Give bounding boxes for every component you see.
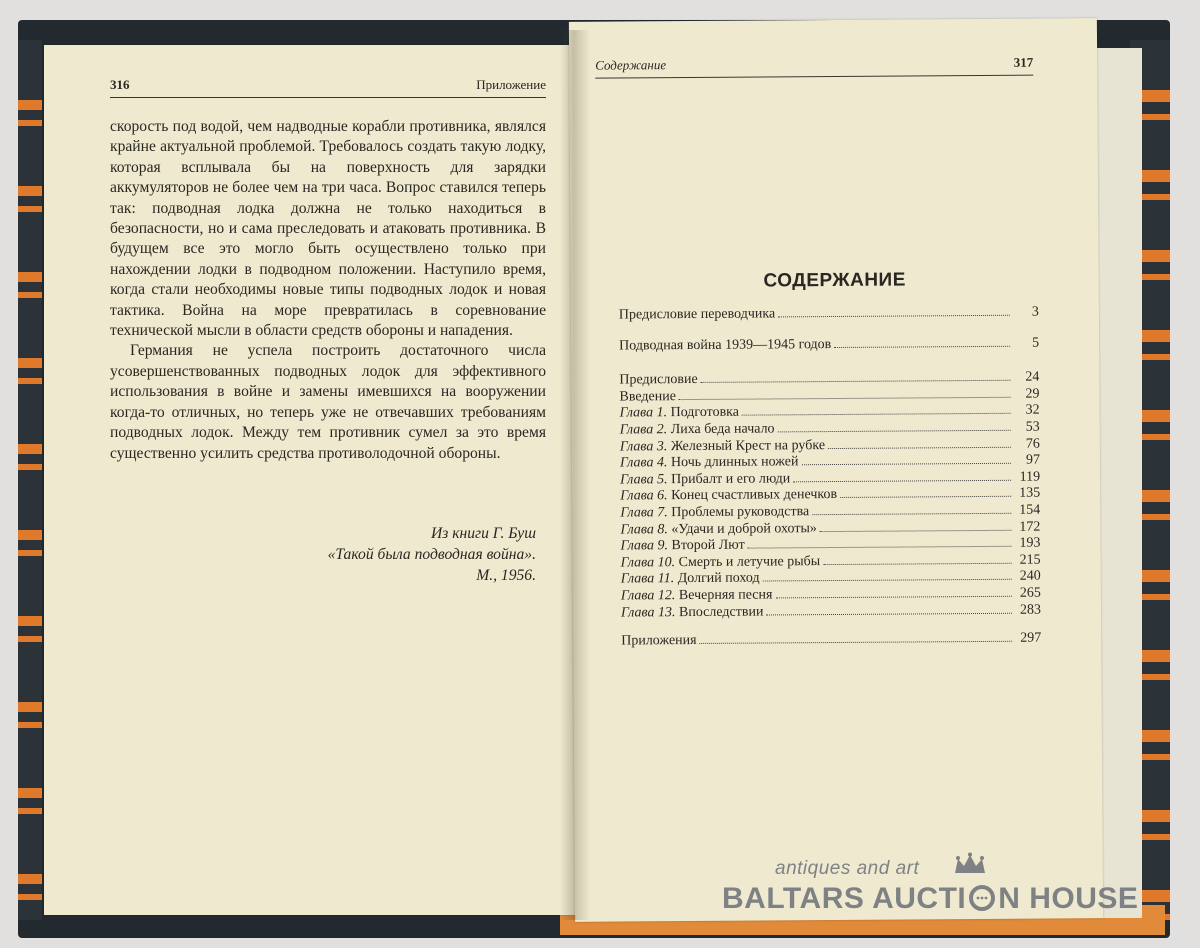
- chapter-title: Конец счастливых денечков: [671, 487, 838, 504]
- paragraph-2: Германия не успела построить достаточного числа усовершенствованных подводных лодок для эффективного использования в войне и замены имевшихся на вооружении когда-то отличных, но теперь уже не отвечавших требованиям подводных лодок. Между тем противник сумел за это время существенно усилить средства противолодочной обороны.: [110, 342, 546, 462]
- chapter-title: Лиха беда начало: [670, 421, 775, 438]
- toc-entry-page: 154: [1019, 502, 1041, 518]
- toc-leader-dots: [742, 413, 1011, 416]
- toc-leader-dots: [812, 513, 1011, 515]
- toc-entry-page: 24: [1025, 369, 1040, 385]
- chapter-title: Вечерняя песня: [678, 587, 773, 604]
- toc-entry-page: 53: [1025, 419, 1040, 435]
- toc-entry-label: [620, 521, 817, 538]
- left-page-number: 316: [110, 77, 130, 92]
- toc-leader-dots: [679, 397, 1011, 400]
- watermark-name-part2: N HOUSE: [998, 882, 1139, 915]
- toc-entry-page: 119: [1019, 469, 1041, 485]
- chapter-title: Проблемы руководства: [671, 504, 810, 521]
- left-body-text: [110, 117, 546, 464]
- citation: [324, 523, 536, 586]
- chapter-title: «Удачи и доброй охоты»: [671, 520, 817, 537]
- toc-entry-label: Приложения: [621, 633, 697, 649]
- left-running-head: [110, 77, 546, 98]
- toc-title: СОДЕРЖАНИЕ: [763, 269, 906, 292]
- right-page-number: 317: [1013, 54, 1034, 70]
- chapter-title: Впоследствии: [678, 604, 764, 620]
- toc-leader-dots: [793, 480, 1011, 483]
- chapter-prefix: Глава 9.: [620, 538, 669, 554]
- toc-entry-page: 29: [1025, 386, 1040, 402]
- chapter-title: Железный Крест на рубке: [670, 437, 826, 454]
- left-page: [44, 45, 580, 915]
- toc-entry-label: [620, 487, 837, 505]
- magnifier-o-icon: [967, 884, 997, 912]
- chapter-prefix: Глава 2.: [619, 422, 668, 438]
- chapter-prefix: Глава 11.: [620, 571, 675, 587]
- toc-leader-dots: [766, 612, 1012, 615]
- toc-leader-dots: [778, 430, 1011, 433]
- toc-leader-dots: [840, 496, 1011, 498]
- toc-entry-page: 5: [1032, 335, 1040, 351]
- toc-entry-label: Предисловие переводчика: [618, 306, 776, 323]
- toc-entry-label: [620, 454, 799, 471]
- chapter-prefix: Глава 8.: [620, 521, 668, 538]
- toc-leader-dots: [820, 529, 1012, 531]
- toc-leader-dots: [775, 596, 1011, 599]
- cover-stripe-left: [18, 40, 42, 920]
- toc-entry-label: Предисловие: [619, 372, 698, 388]
- toc-entry-label: [620, 471, 790, 488]
- toc-entry-page: 297: [1020, 630, 1042, 646]
- toc-leader-dots: [778, 315, 1010, 318]
- chapter-prefix: Глава 4.: [619, 455, 668, 471]
- toc-entry-label: [620, 504, 809, 521]
- chapter-prefix: Глава 5.: [620, 471, 668, 488]
- watermark-name: [722, 882, 1138, 916]
- right-running-head: [595, 55, 1033, 79]
- chapter-title: Подготовка: [670, 405, 740, 421]
- toc-entry-page: 193: [1019, 535, 1041, 551]
- toc-entry-page: 32: [1025, 402, 1040, 419]
- chapter-prefix: Глава 1.: [619, 405, 668, 421]
- citation-line-3: М., 1956.: [476, 567, 536, 584]
- toc-entry-label: [621, 571, 760, 588]
- toc-leader-dots: [748, 546, 1012, 549]
- chapter-title: Долгий поход: [677, 570, 760, 587]
- toc-entry-page: 3: [1031, 304, 1039, 320]
- toc-leader-dots: [834, 345, 1010, 347]
- toc-entry-page: 240: [1019, 568, 1041, 585]
- chapter-title: Ночь длинных ножей: [670, 454, 799, 471]
- toc-entry-label: Введение: [619, 388, 676, 405]
- watermark-tagline: antiques and art: [775, 858, 920, 879]
- toc-entry-page: 283: [1019, 602, 1042, 618]
- citation-line-2: «Такой была подводная война».: [327, 546, 536, 563]
- toc-entry-label: [620, 421, 775, 438]
- toc-entry-page: 97: [1025, 452, 1040, 468]
- auction-watermark: [720, 852, 1139, 922]
- toc-entry-appendix: [621, 631, 1041, 651]
- toc-leader-dots: [801, 463, 1011, 465]
- toc-entry-label: [621, 587, 773, 604]
- toc-entry-page: 76: [1025, 436, 1040, 452]
- chapter-prefix: Глава 12.: [620, 588, 676, 604]
- toc-entry-page: 172: [1019, 519, 1041, 535]
- toc-entry-label: [620, 438, 825, 455]
- chapter-title: Прибалт и его люди: [670, 471, 791, 487]
- right-page: [569, 18, 1103, 922]
- chapter-prefix: Глава 13.: [620, 604, 676, 621]
- toc-entry-label: [620, 538, 744, 555]
- chapter-prefix: Глава 6.: [620, 488, 668, 504]
- chapter-prefix: Глава 7.: [620, 505, 668, 521]
- crown-icon: [952, 852, 988, 876]
- toc-entry-page: 215: [1019, 552, 1041, 568]
- toc-leader-dots: [823, 562, 1011, 564]
- chapter-prefix: Глава 10.: [620, 554, 676, 571]
- left-running-head-title: Приложение: [476, 77, 546, 92]
- toc-leader-dots: [700, 641, 1013, 644]
- table-of-contents: [619, 305, 1041, 651]
- toc-entry-label: [621, 604, 764, 621]
- book-gutter-shadow: [560, 30, 590, 920]
- chapter-title: Второй Лют: [671, 537, 745, 554]
- toc-entry-label: Подводная война 1939—1945 годов: [619, 336, 832, 354]
- watermark-name-part1: BALTARS AUCTI: [722, 882, 967, 915]
- right-running-head-title: Содержание: [595, 57, 667, 73]
- chapter-title: Смерть и летучие рыбы: [678, 553, 821, 570]
- paragraph-1: скорость под водой, чем надводные корабли противника, являлся крайне актуальной проблемой. Требовалось создать такую лодку, которая всплывала бы на поверхность для зарядки аккумуляторов не более чем на три часа. Вопрос ставился теперь так: подводная лодка должна не только находиться в безопасности, но и сама преследовать и атаковать противника. В будущем все это могло быть осуществлено только при нахождении лодки в подводном положении. Наступило время, когда стали необходимы новые типы подводных лодок и новая тактика. Война на море превратилась в соревнование технической мысли в области средств обороны и нападения.: [110, 118, 546, 340]
- toc-leader-dots: [701, 380, 1011, 383]
- toc-leader-dots: [828, 446, 1011, 448]
- toc-chapter-list: [620, 403, 1041, 622]
- toc-entry-label: [620, 405, 739, 422]
- toc-entry-label: [621, 554, 821, 571]
- toc-entry-page: 135: [1019, 485, 1041, 502]
- toc-entry-page: 265: [1019, 585, 1041, 601]
- chapter-prefix: Глава 3.: [619, 438, 668, 455]
- citation-line-1: Из книги Г. Буш: [430, 525, 536, 542]
- toc-leader-dots: [763, 579, 1012, 582]
